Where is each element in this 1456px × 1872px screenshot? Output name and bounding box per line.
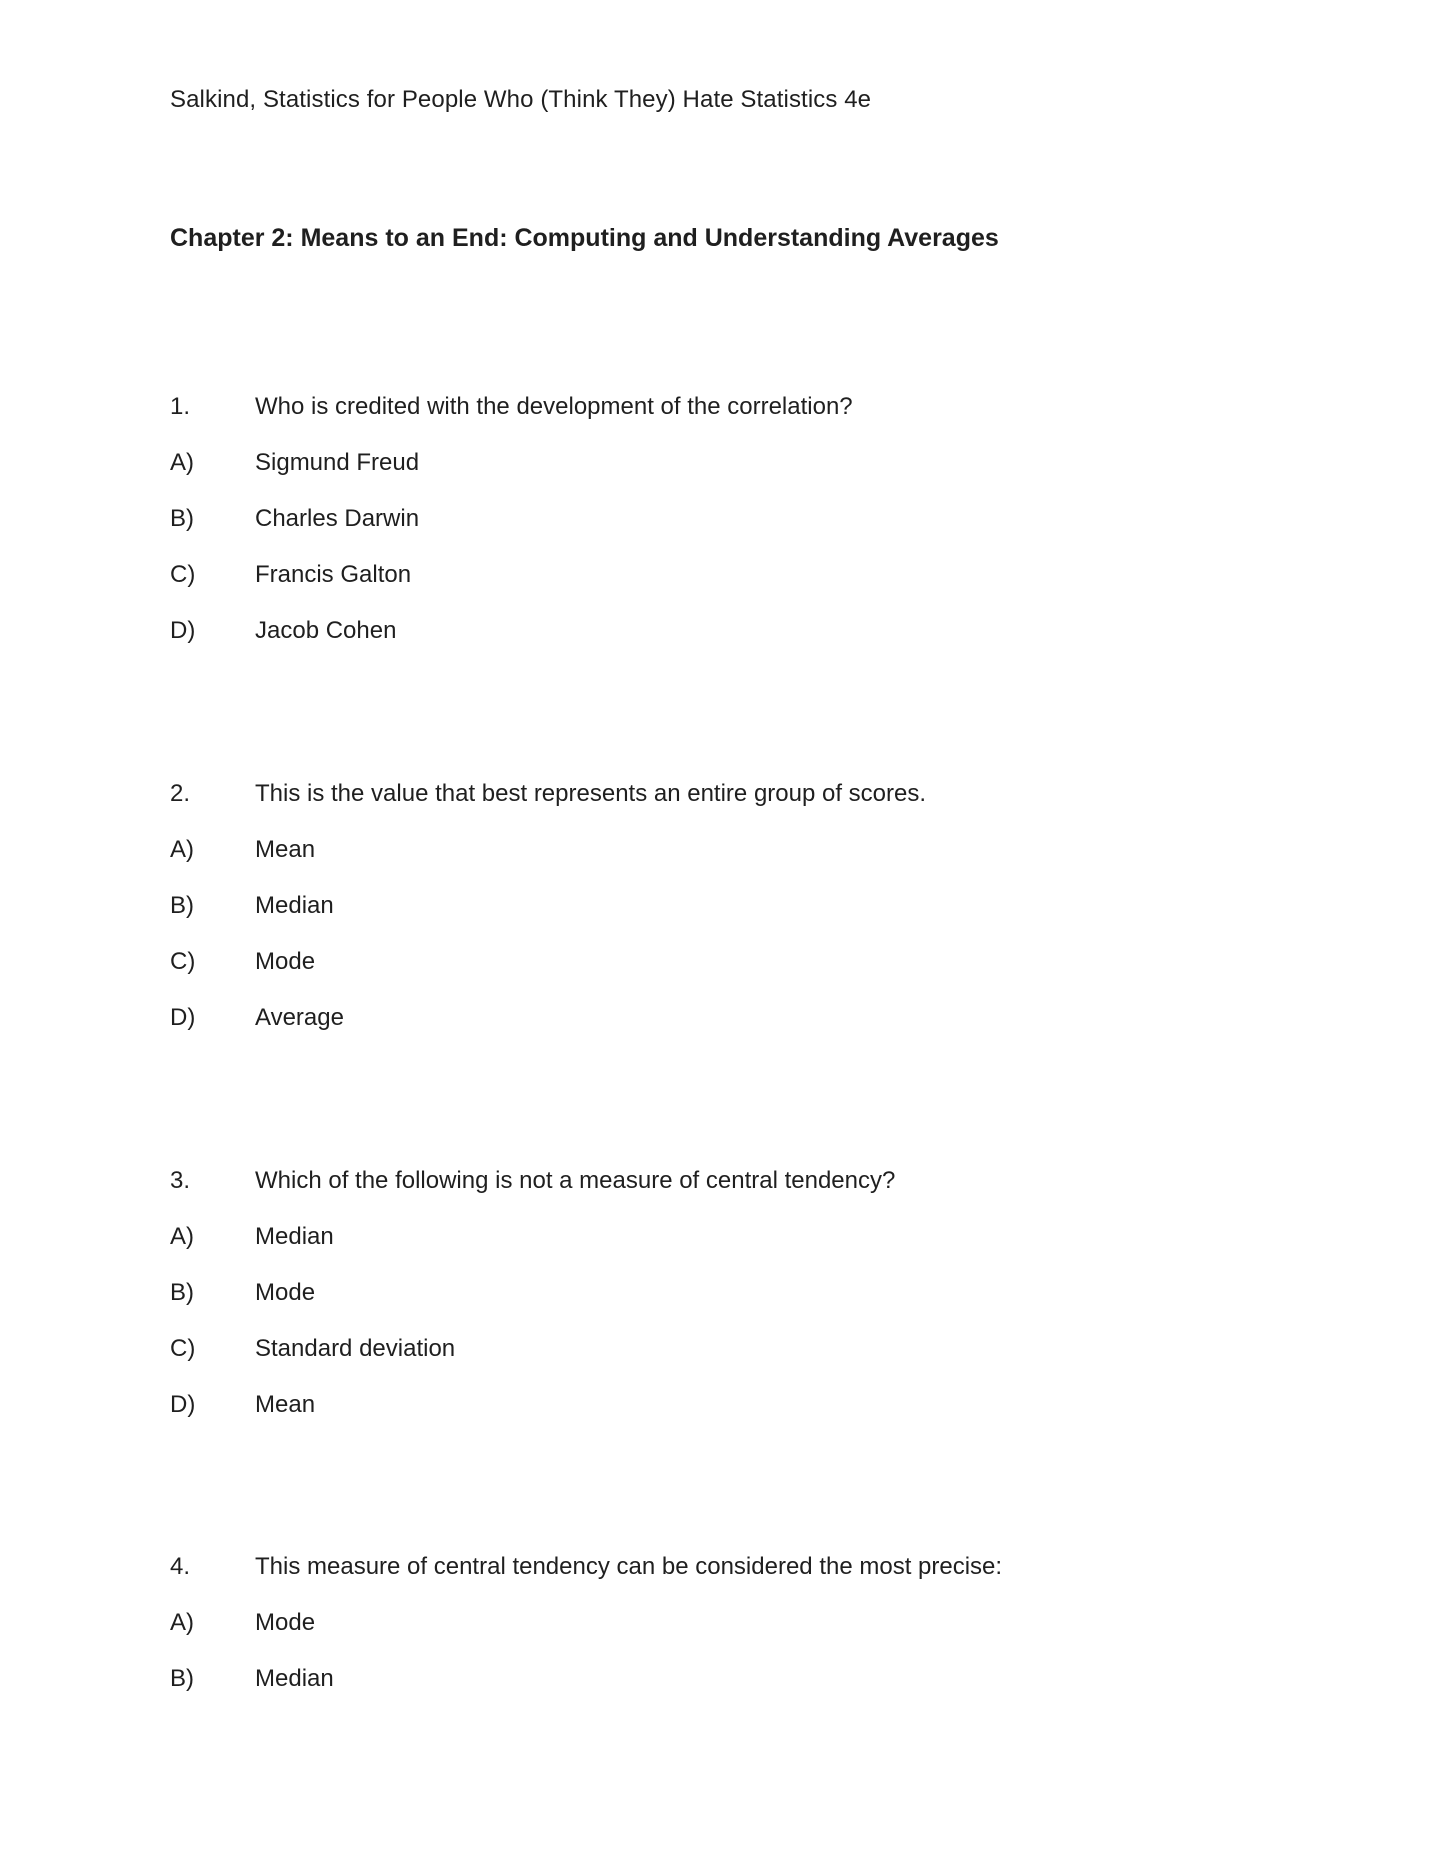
question-stem bbox=[170, 780, 1320, 836]
question-number: 2. bbox=[170, 780, 191, 807]
question-text: This is the value that best represents an entire group of scores. bbox=[255, 780, 927, 807]
option-text: Mean bbox=[255, 1391, 316, 1418]
option-label: C) bbox=[170, 561, 196, 588]
question-3 bbox=[170, 1167, 1320, 1447]
question-number: 3. bbox=[170, 1167, 191, 1194]
option-label: A) bbox=[170, 836, 194, 863]
option-text: Charles Darwin bbox=[255, 505, 420, 532]
option-text: Standard deviation bbox=[255, 1335, 456, 1362]
option-text: Francis Galton bbox=[255, 561, 412, 588]
document-header: Salkind, Statistics for People Who (Think They) Hate Statistics 4e bbox=[170, 86, 872, 113]
option-text: Mode bbox=[255, 1279, 316, 1306]
option-text: Sigmund Freud bbox=[255, 449, 420, 476]
option-label: C) bbox=[170, 948, 196, 975]
answer-option-b bbox=[170, 1665, 1320, 1721]
question-number: 4. bbox=[170, 1553, 191, 1580]
option-label: C) bbox=[170, 1335, 196, 1362]
answer-option-c bbox=[170, 948, 1320, 1004]
answer-option-a bbox=[170, 449, 1320, 505]
question-text: Which of the following is not a measure of central tendency? bbox=[255, 1167, 896, 1194]
option-label: A) bbox=[170, 1609, 194, 1636]
option-text: Average bbox=[255, 1004, 344, 1031]
option-label: B) bbox=[170, 1279, 194, 1306]
option-label: B) bbox=[170, 892, 194, 919]
option-label: D) bbox=[170, 617, 196, 644]
option-text: Mode bbox=[255, 948, 316, 975]
option-label: D) bbox=[170, 1391, 196, 1418]
answer-option-a bbox=[170, 1223, 1320, 1279]
option-label: A) bbox=[170, 449, 194, 476]
answer-option-d bbox=[170, 1004, 1320, 1060]
question-4 bbox=[170, 1553, 1320, 1721]
question-stem bbox=[170, 1167, 1320, 1223]
option-label: B) bbox=[170, 1665, 194, 1692]
option-text: Median bbox=[255, 1223, 334, 1250]
answer-option-a bbox=[170, 1609, 1320, 1665]
question-2 bbox=[170, 780, 1320, 1060]
question-stem bbox=[170, 393, 1320, 449]
answer-option-d bbox=[170, 1391, 1320, 1447]
option-label: B) bbox=[170, 505, 194, 532]
option-text: Median bbox=[255, 1665, 334, 1692]
question-text: This measure of central tendency can be considered the most precise: bbox=[255, 1553, 1003, 1580]
answer-option-b bbox=[170, 1279, 1320, 1335]
option-text: Mode bbox=[255, 1609, 316, 1636]
option-label: A) bbox=[170, 1223, 194, 1250]
question-stem bbox=[170, 1553, 1320, 1609]
answer-option-b bbox=[170, 892, 1320, 948]
option-text: Jacob Cohen bbox=[255, 617, 397, 644]
answer-option-c bbox=[170, 1335, 1320, 1391]
question-number: 1. bbox=[170, 393, 191, 420]
answer-option-d bbox=[170, 617, 1320, 673]
chapter-title: Chapter 2: Means to an End: Computing and Understanding Averages bbox=[170, 224, 999, 252]
answer-option-b bbox=[170, 505, 1320, 561]
answer-option-a bbox=[170, 836, 1320, 892]
option-text: Mean bbox=[255, 836, 316, 863]
question-1 bbox=[170, 393, 1320, 673]
answer-option-c bbox=[170, 561, 1320, 617]
option-label: D) bbox=[170, 1004, 196, 1031]
option-text: Median bbox=[255, 892, 334, 919]
question-text: Who is credited with the development of the correlation? bbox=[255, 393, 853, 420]
